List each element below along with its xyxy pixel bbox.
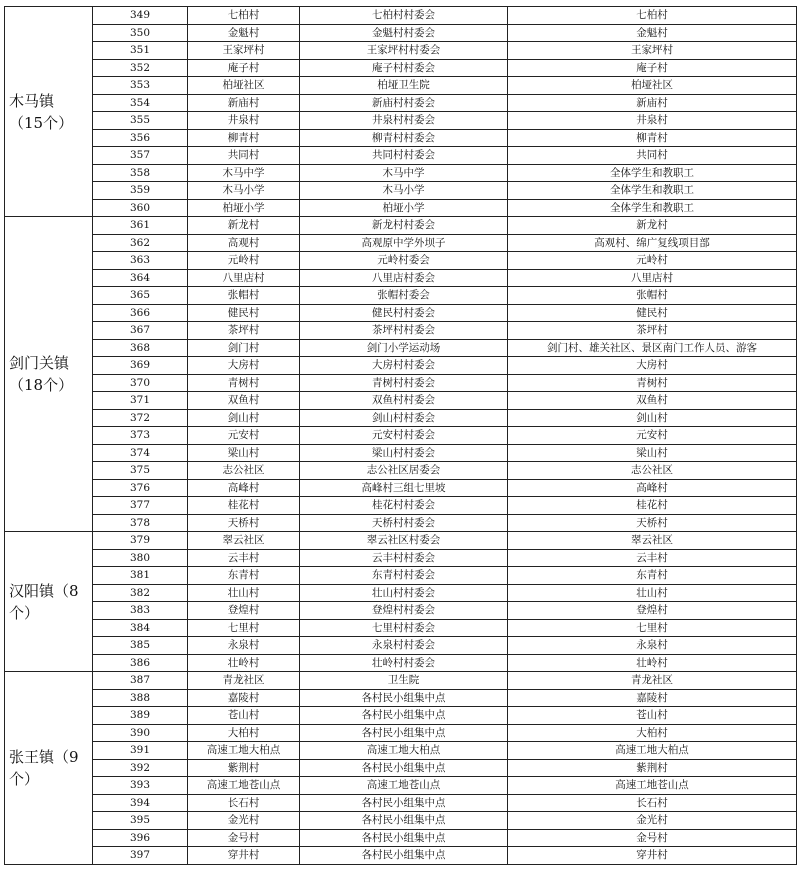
testing-site-cell: 天桥村村委会 <box>300 514 508 532</box>
testing-site-cell: 桂花村村委会 <box>300 497 508 515</box>
target-group-cell: 大房村 <box>508 357 797 375</box>
row-number-cell: 362 <box>93 234 188 252</box>
testing-site-cell: 木马小学 <box>300 182 508 200</box>
target-group-cell: 天桥村 <box>508 514 797 532</box>
target-group-cell: 高观村、绵广复线项目部 <box>508 234 797 252</box>
row-number-cell: 349 <box>93 7 188 25</box>
village-cell: 穿井村 <box>188 847 300 865</box>
table-row <box>5 829 797 847</box>
town-cell: 汉阳镇（8个） <box>5 532 93 672</box>
testing-site-cell: 永泉村村委会 <box>300 637 508 655</box>
table-row <box>5 794 797 812</box>
table-row <box>5 689 797 707</box>
testing-site-cell: 井泉村村委会 <box>300 112 508 130</box>
row-number-cell: 353 <box>93 77 188 95</box>
village-cell: 柏垭社区 <box>188 77 300 95</box>
village-cell: 金魁村 <box>188 24 300 42</box>
village-cell: 茶坪村 <box>188 322 300 340</box>
target-group-cell: 登煌村 <box>508 602 797 620</box>
row-number-cell: 369 <box>93 357 188 375</box>
target-group-cell: 高峰村 <box>508 479 797 497</box>
table-row <box>5 444 797 462</box>
table-row <box>5 129 797 147</box>
row-number-cell: 396 <box>93 829 188 847</box>
village-cell: 大柏村 <box>188 724 300 742</box>
target-group-cell: 全体学生和教职工 <box>508 164 797 182</box>
testing-site-cell: 壮山村村委会 <box>300 584 508 602</box>
target-group-cell: 茶坪村 <box>508 322 797 340</box>
town-cell: 剑门关镇（18个） <box>5 217 93 532</box>
testing-site-cell: 各村民小组集中点 <box>300 689 508 707</box>
village-cell: 柏垭小学 <box>188 199 300 217</box>
row-number-cell: 372 <box>93 409 188 427</box>
village-cell: 剑山村 <box>188 409 300 427</box>
testing-site-cell: 各村民小组集中点 <box>300 707 508 725</box>
village-cell: 健民村 <box>188 304 300 322</box>
row-number-cell: 387 <box>93 672 188 690</box>
village-cell: 长石村 <box>188 794 300 812</box>
row-number-cell: 358 <box>93 164 188 182</box>
testing-site-cell: 各村民小组集中点 <box>300 847 508 865</box>
target-group-cell: 大柏村 <box>508 724 797 742</box>
village-cell: 新龙村 <box>188 217 300 235</box>
table-row <box>5 479 797 497</box>
row-number-cell: 379 <box>93 532 188 550</box>
testing-site-table <box>4 6 797 865</box>
testing-site-cell: 新龙村村委会 <box>300 217 508 235</box>
village-cell: 青树村 <box>188 374 300 392</box>
target-group-cell: 共同村 <box>508 147 797 165</box>
target-group-cell: 金光村 <box>508 812 797 830</box>
village-cell: 金光村 <box>188 812 300 830</box>
target-group-cell: 八里店村 <box>508 269 797 287</box>
target-group-cell: 柏垭社区 <box>508 77 797 95</box>
testing-site-cell: 梁山村村委会 <box>300 444 508 462</box>
village-cell: 壮岭村 <box>188 654 300 672</box>
village-cell: 高峰村 <box>188 479 300 497</box>
row-number-cell: 389 <box>93 707 188 725</box>
testing-site-cell: 茶坪村村委会 <box>300 322 508 340</box>
row-number-cell: 367 <box>93 322 188 340</box>
village-cell: 柳青村 <box>188 129 300 147</box>
village-cell: 元安村 <box>188 427 300 445</box>
target-group-cell: 高速工地苍山点 <box>508 777 797 795</box>
village-cell: 双鱼村 <box>188 392 300 410</box>
village-cell: 元岭村 <box>188 252 300 270</box>
testing-site-cell: 翠云社区村委会 <box>300 532 508 550</box>
target-group-cell: 青树村 <box>508 374 797 392</box>
target-group-cell: 云丰村 <box>508 549 797 567</box>
row-number-cell: 394 <box>93 794 188 812</box>
row-number-cell: 368 <box>93 339 188 357</box>
testing-site-cell: 高观原中学外坝子 <box>300 234 508 252</box>
target-group-cell: 元岭村 <box>508 252 797 270</box>
target-group-cell: 紫荆村 <box>508 759 797 777</box>
table-row <box>5 672 797 690</box>
table-row <box>5 462 797 480</box>
table-row <box>5 357 797 375</box>
target-group-cell: 王家坪村 <box>508 42 797 60</box>
village-cell: 高速工地大柏点 <box>188 742 300 760</box>
row-number-cell: 384 <box>93 619 188 637</box>
testing-site-cell: 剑门小学运动场 <box>300 339 508 357</box>
testing-site-cell: 各村民小组集中点 <box>300 812 508 830</box>
village-cell: 高速工地苍山点 <box>188 777 300 795</box>
testing-site-cell: 高速工地大柏点 <box>300 742 508 760</box>
testing-site-cell: 高峰村三组七里坡 <box>300 479 508 497</box>
row-number-cell: 365 <box>93 287 188 305</box>
testing-site-cell: 志公社区居委会 <box>300 462 508 480</box>
row-number-cell: 374 <box>93 444 188 462</box>
village-cell: 张帽村 <box>188 287 300 305</box>
target-group-cell: 青龙社区 <box>508 672 797 690</box>
target-group-cell: 志公社区 <box>508 462 797 480</box>
village-cell: 大房村 <box>188 357 300 375</box>
village-cell: 木马中学 <box>188 164 300 182</box>
table-row <box>5 94 797 112</box>
village-cell: 青龙社区 <box>188 672 300 690</box>
table-row <box>5 217 797 235</box>
row-number-cell: 375 <box>93 462 188 480</box>
village-cell: 翠云社区 <box>188 532 300 550</box>
target-group-cell: 元安村 <box>508 427 797 445</box>
table-row <box>5 567 797 585</box>
testing-site-cell: 八里店村委会 <box>300 269 508 287</box>
testing-site-cell: 元安村村委会 <box>300 427 508 445</box>
testing-site-cell: 各村民小组集中点 <box>300 829 508 847</box>
row-number-cell: 364 <box>93 269 188 287</box>
testing-site-cell: 壮岭村村委会 <box>300 654 508 672</box>
table-row <box>5 269 797 287</box>
row-number-cell: 359 <box>93 182 188 200</box>
village-cell: 金号村 <box>188 829 300 847</box>
target-group-cell: 新庙村 <box>508 94 797 112</box>
village-cell: 志公社区 <box>188 462 300 480</box>
target-group-cell: 双鱼村 <box>508 392 797 410</box>
target-group-cell: 穿井村 <box>508 847 797 865</box>
table-row <box>5 392 797 410</box>
table-row <box>5 234 797 252</box>
village-cell: 壮山村 <box>188 584 300 602</box>
table-row <box>5 584 797 602</box>
table-row <box>5 252 797 270</box>
target-group-cell: 剑门村、雄关社区、景区南门工作人员、游客 <box>508 339 797 357</box>
row-number-cell: 356 <box>93 129 188 147</box>
table-row <box>5 7 797 25</box>
table-row <box>5 777 797 795</box>
row-number-cell: 388 <box>93 689 188 707</box>
testing-site-cell: 元岭村委会 <box>300 252 508 270</box>
table-row <box>5 24 797 42</box>
testing-site-cell: 各村民小组集中点 <box>300 724 508 742</box>
table-row <box>5 322 797 340</box>
row-number-cell: 395 <box>93 812 188 830</box>
village-cell: 嘉陵村 <box>188 689 300 707</box>
village-cell: 桂花村 <box>188 497 300 515</box>
village-cell: 八里店村 <box>188 269 300 287</box>
testing-site-cell: 云丰村村委会 <box>300 549 508 567</box>
row-number-cell: 355 <box>93 112 188 130</box>
row-number-cell: 393 <box>93 777 188 795</box>
town-cell: 木马镇（15个） <box>5 7 93 217</box>
testing-site-cell: 柏垭小学 <box>300 199 508 217</box>
table-row <box>5 549 797 567</box>
row-number-cell: 392 <box>93 759 188 777</box>
row-number-cell: 371 <box>93 392 188 410</box>
testing-site-cell: 剑山村村委会 <box>300 409 508 427</box>
village-cell: 苍山村 <box>188 707 300 725</box>
target-group-cell: 嘉陵村 <box>508 689 797 707</box>
table-row <box>5 742 797 760</box>
row-number-cell: 354 <box>93 94 188 112</box>
town-cell: 张王镇（9个） <box>5 672 93 865</box>
testing-site-cell: 金魁村村委会 <box>300 24 508 42</box>
village-cell: 天桥村 <box>188 514 300 532</box>
row-number-cell: 383 <box>93 602 188 620</box>
target-group-cell: 全体学生和教职工 <box>508 199 797 217</box>
testing-site-cell: 高速工地苍山点 <box>300 777 508 795</box>
target-group-cell: 全体学生和教职工 <box>508 182 797 200</box>
target-group-cell: 柳青村 <box>508 129 797 147</box>
target-group-cell: 七柏村 <box>508 7 797 25</box>
row-number-cell: 373 <box>93 427 188 445</box>
target-group-cell: 高速工地大柏点 <box>508 742 797 760</box>
village-cell: 云丰村 <box>188 549 300 567</box>
row-number-cell: 360 <box>93 199 188 217</box>
table-body <box>5 7 797 865</box>
village-cell: 庵子村 <box>188 59 300 77</box>
table-row <box>5 182 797 200</box>
row-number-cell: 391 <box>93 742 188 760</box>
table-row <box>5 409 797 427</box>
row-number-cell: 386 <box>93 654 188 672</box>
table-row <box>5 724 797 742</box>
testing-site-cell: 共同村村委会 <box>300 147 508 165</box>
testing-site-cell: 张帽村委会 <box>300 287 508 305</box>
row-number-cell: 382 <box>93 584 188 602</box>
table-row <box>5 637 797 655</box>
table-row <box>5 427 797 445</box>
target-group-cell: 新龙村 <box>508 217 797 235</box>
testing-site-cell: 东青村村委会 <box>300 567 508 585</box>
row-number-cell: 397 <box>93 847 188 865</box>
table-row <box>5 287 797 305</box>
row-number-cell: 381 <box>93 567 188 585</box>
testing-site-cell: 新庙村村委会 <box>300 94 508 112</box>
testing-site-cell: 卫生院 <box>300 672 508 690</box>
table-row <box>5 812 797 830</box>
row-number-cell: 352 <box>93 59 188 77</box>
village-cell: 梁山村 <box>188 444 300 462</box>
table-row <box>5 164 797 182</box>
table-row <box>5 339 797 357</box>
table-row <box>5 147 797 165</box>
village-cell: 东青村 <box>188 567 300 585</box>
target-group-cell: 庵子村 <box>508 59 797 77</box>
village-cell: 井泉村 <box>188 112 300 130</box>
testing-site-cell: 各村民小组集中点 <box>300 759 508 777</box>
table-row <box>5 514 797 532</box>
testing-site-cell: 柏垭卫生院 <box>300 77 508 95</box>
village-cell: 共同村 <box>188 147 300 165</box>
table-row <box>5 304 797 322</box>
row-number-cell: 357 <box>93 147 188 165</box>
target-group-cell: 长石村 <box>508 794 797 812</box>
testing-site-cell: 大房村村委会 <box>300 357 508 375</box>
table-row <box>5 602 797 620</box>
testing-site-cell: 各村民小组集中点 <box>300 794 508 812</box>
village-cell: 登煌村 <box>188 602 300 620</box>
table-row <box>5 707 797 725</box>
table-row <box>5 59 797 77</box>
testing-site-cell: 健民村村委会 <box>300 304 508 322</box>
testing-site-cell: 木马中学 <box>300 164 508 182</box>
row-number-cell: 385 <box>93 637 188 655</box>
target-group-cell: 金魁村 <box>508 24 797 42</box>
table-row <box>5 497 797 515</box>
table-row <box>5 619 797 637</box>
testing-site-cell: 七里村村委会 <box>300 619 508 637</box>
target-group-cell: 壮山村 <box>508 584 797 602</box>
village-cell: 高观村 <box>188 234 300 252</box>
target-group-cell: 张帽村 <box>508 287 797 305</box>
testing-site-cell: 柳青村村委会 <box>300 129 508 147</box>
target-group-cell: 梁山村 <box>508 444 797 462</box>
target-group-cell: 永泉村 <box>508 637 797 655</box>
target-group-cell: 桂花村 <box>508 497 797 515</box>
testing-site-cell: 登煌村村委会 <box>300 602 508 620</box>
table-row <box>5 532 797 550</box>
target-group-cell: 翠云社区 <box>508 532 797 550</box>
testing-site-cell: 青树村村委会 <box>300 374 508 392</box>
table-row <box>5 112 797 130</box>
table-row <box>5 654 797 672</box>
village-cell: 紫荆村 <box>188 759 300 777</box>
row-number-cell: 378 <box>93 514 188 532</box>
testing-site-cell: 庵子村村委会 <box>300 59 508 77</box>
row-number-cell: 377 <box>93 497 188 515</box>
table-row <box>5 847 797 865</box>
target-group-cell: 东青村 <box>508 567 797 585</box>
row-number-cell: 390 <box>93 724 188 742</box>
row-number-cell: 350 <box>93 24 188 42</box>
testing-site-cell: 七柏村村委会 <box>300 7 508 25</box>
table-row <box>5 759 797 777</box>
target-group-cell: 健民村 <box>508 304 797 322</box>
testing-site-cell: 双鱼村村委会 <box>300 392 508 410</box>
target-group-cell: 壮岭村 <box>508 654 797 672</box>
target-group-cell: 剑山村 <box>508 409 797 427</box>
row-number-cell: 370 <box>93 374 188 392</box>
row-number-cell: 376 <box>93 479 188 497</box>
village-cell: 剑门村 <box>188 339 300 357</box>
table-row <box>5 374 797 392</box>
village-cell: 七里村 <box>188 619 300 637</box>
village-cell: 木马小学 <box>188 182 300 200</box>
village-cell: 新庙村 <box>188 94 300 112</box>
row-number-cell: 366 <box>93 304 188 322</box>
target-group-cell: 七里村 <box>508 619 797 637</box>
target-group-cell: 苍山村 <box>508 707 797 725</box>
testing-site-cell: 王家坪村村委会 <box>300 42 508 60</box>
target-group-cell: 金号村 <box>508 829 797 847</box>
target-group-cell: 井泉村 <box>508 112 797 130</box>
row-number-cell: 361 <box>93 217 188 235</box>
village-cell: 王家坪村 <box>188 42 300 60</box>
village-cell: 永泉村 <box>188 637 300 655</box>
village-cell: 七柏村 <box>188 7 300 25</box>
table-row <box>5 77 797 95</box>
table-row <box>5 42 797 60</box>
row-number-cell: 380 <box>93 549 188 567</box>
row-number-cell: 351 <box>93 42 188 60</box>
row-number-cell: 363 <box>93 252 188 270</box>
table-row <box>5 199 797 217</box>
